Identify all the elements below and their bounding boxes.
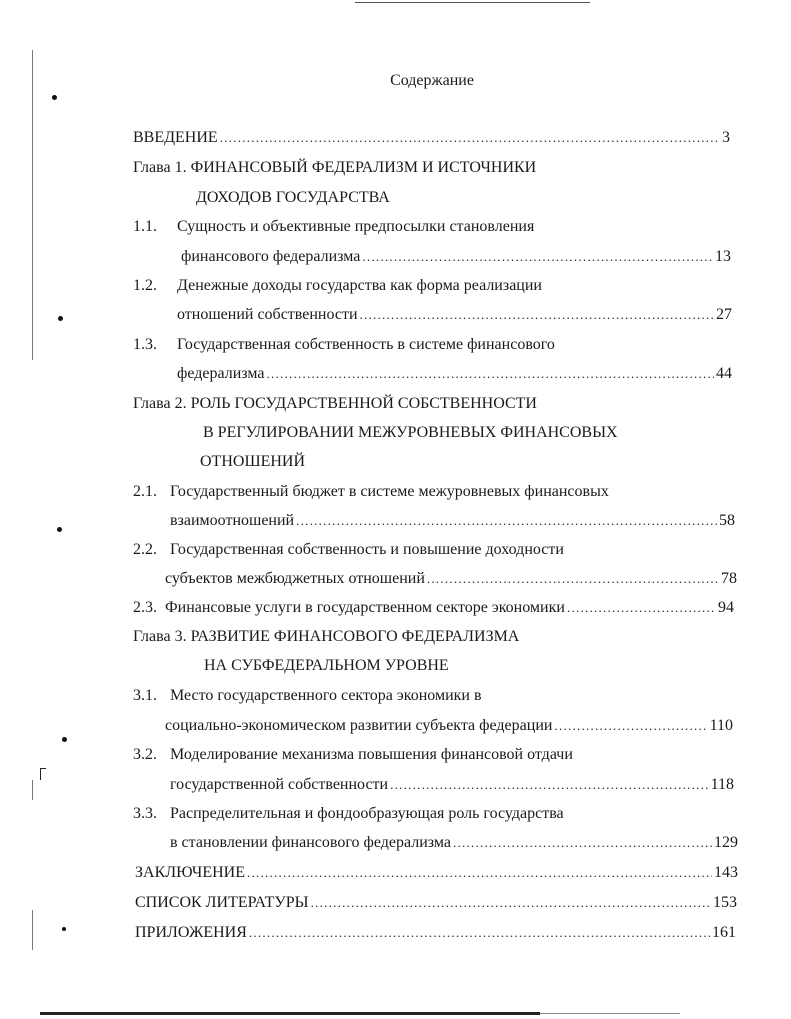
toc-label: отношений собственности: [177, 306, 358, 323]
dot-leader: [249, 925, 710, 941]
dot-leader: [267, 366, 715, 382]
dot-leader: [360, 307, 714, 323]
scan-artifact-dot: [62, 737, 67, 742]
dot-leader: [554, 718, 707, 734]
section-1-2-title: Денежные доходы государства как форма реализации: [177, 277, 542, 294]
section-1-1-title: Сущность и объективные предпосылки становления: [177, 218, 535, 235]
dot-leader: [296, 513, 717, 529]
toc-entry-intro: [133, 129, 730, 151]
toc-label: в становлении финансового федерализма: [170, 834, 451, 851]
toc-page: 27: [716, 306, 732, 323]
section-2-1-title: Государственный бюджет в системе межуровневых финансовых: [170, 483, 609, 500]
toc-entry-conclusion: [135, 864, 738, 886]
toc-page: 110: [709, 717, 733, 734]
chapter-3-heading: Глава 3. РАЗВИТИЕ ФИНАНСОВОГО ФЕДЕРАЛИЗМА: [133, 628, 520, 645]
scan-artifact-dot: [52, 95, 57, 100]
dot-leader: [390, 777, 708, 793]
chapter-1-heading-cont: ДОХОДОВ ГОСУДАРСТВА: [196, 189, 390, 206]
toc-entry-3-2: [170, 776, 734, 798]
section-3-2-number: 3.2.: [133, 746, 157, 763]
toc-page: 153: [713, 894, 737, 911]
toc-entry-literature: [135, 894, 737, 916]
toc-label: взаимоотношений: [170, 512, 295, 529]
toc-page: 3: [722, 129, 730, 146]
chapter-3-heading-cont: НА СУБФЕДЕРАЛЬНОМ УРОВНЕ: [204, 657, 449, 674]
dot-leader: [247, 865, 712, 881]
section-2-2-number: 2.2.: [133, 541, 157, 558]
toc-entry-2-3: [133, 599, 734, 621]
toc-entry-1-1: [181, 248, 731, 270]
scan-artifact-bottom-line-faint: [540, 1013, 680, 1014]
toc-label: федерализма: [177, 365, 265, 382]
section-1-3-title: Государственная собственность в системе финансового: [177, 336, 555, 353]
toc-entry-3-3: [170, 834, 738, 856]
toc-label: ЗАКЛЮЧЕНИЕ: [135, 864, 245, 881]
toc-page: 13: [715, 248, 731, 265]
section-3-3-number: 3.3.: [133, 805, 157, 822]
chapter-2-heading: Глава 2. РОЛЬ ГОСУДАРСТВЕННОЙ СОБСТВЕННОСТИ: [133, 395, 537, 412]
dot-leader: [362, 249, 713, 265]
scan-artifact-bottom-line: [40, 1012, 540, 1015]
scan-artifact-dot: [58, 316, 63, 321]
toc-label: финансового федерализма: [181, 248, 361, 265]
dot-leader: [311, 895, 711, 911]
chapter-2-heading-cont2: ОТНОШЕНИЙ: [200, 453, 306, 470]
toc-page: 94: [718, 599, 734, 616]
dot-leader: [567, 600, 716, 616]
section-3-1-number: 3.1.: [133, 687, 157, 704]
toc-page: 143: [714, 864, 738, 881]
toc-page: 129: [714, 834, 738, 851]
toc-label: ПРИЛОЖЕНИЯ: [135, 924, 247, 941]
section-2-1-number: 2.1.: [133, 483, 157, 500]
section-1-3-number: 1.3.: [133, 336, 157, 353]
toc-page: 78: [721, 570, 737, 587]
toc-page: 44: [716, 365, 732, 382]
scan-artifact-dot: [62, 927, 66, 931]
scan-artifact-dot: [57, 527, 62, 532]
scan-artifact-mark: [40, 768, 41, 780]
toc-label: ВВЕДЕНИЕ: [133, 129, 218, 146]
toc-label: 2.3. Финансовые услуги в государственном секторе экономики: [133, 599, 565, 616]
toc-label: государственной собственности: [170, 776, 389, 793]
section-2-2-title: Государственная собственность и повышение доходности: [170, 541, 564, 558]
section-3-2-title: Моделирование механизма повышения финансовой отдачи: [170, 746, 573, 763]
scan-artifact-margin-rule: [32, 780, 33, 800]
toc-page: 58: [719, 512, 735, 529]
toc-entry-3-1: [165, 717, 733, 739]
page-title: Содержание: [390, 72, 474, 89]
toc-label: социально-экономическом развитии субъекта федерации: [165, 717, 553, 734]
dot-leader: [220, 130, 720, 146]
scan-artifact-top-line: [355, 2, 590, 3]
section-3-1-title: Место государственного сектора экономики в: [170, 687, 482, 704]
toc-entry-1-2: [177, 306, 732, 328]
section-1-2-number: 1.2.: [133, 277, 157, 294]
toc-page: 161: [712, 924, 736, 941]
chapter-2-heading-cont: В РЕГУЛИРОВАНИИ МЕЖУРОВНЕВЫХ ФИНАНСОВЫХ: [203, 424, 618, 441]
dot-leader: [427, 571, 719, 587]
scan-artifact-margin-rule: [32, 50, 33, 360]
toc-entry-2-2: [165, 570, 737, 592]
toc-page: 118: [710, 776, 734, 793]
dot-leader: [453, 835, 712, 851]
toc-entry-1-3: [177, 365, 732, 387]
scan-artifact-mark: [40, 768, 46, 769]
chapter-1-heading: Глава 1. ФИНАНСОВЫЙ ФЕДЕРАЛИЗМ И ИСТОЧНИКИ: [133, 159, 537, 176]
toc-entry-2-1: [170, 512, 735, 534]
scan-artifact-margin-rule: [32, 910, 33, 950]
toc-entry-appendix: [135, 924, 736, 946]
toc-label: СПИСОК ЛИТЕРАТУРЫ: [135, 894, 309, 911]
toc-label: субъектов межбюджетных отношений: [165, 570, 425, 587]
section-1-1-number: 1.1.: [133, 218, 157, 235]
section-3-3-title: Распределительная и фондообразующая роль государства: [170, 805, 564, 822]
